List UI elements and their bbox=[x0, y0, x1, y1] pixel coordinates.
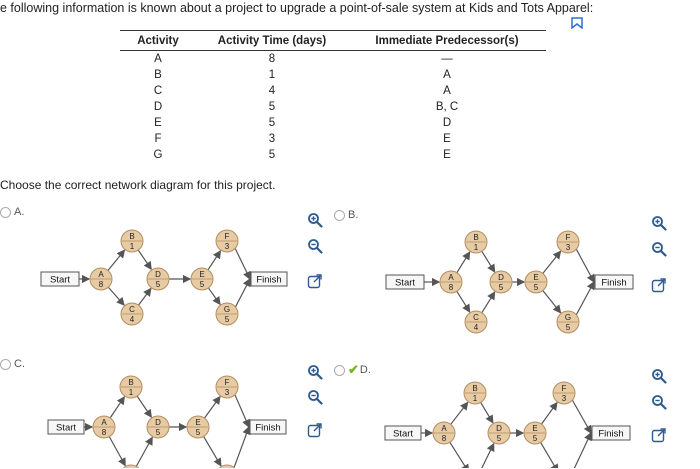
activity-node-f bbox=[553, 382, 575, 404]
activity-time: 1 bbox=[472, 394, 478, 403]
activity-name: B bbox=[128, 378, 134, 387]
dependency-arrow bbox=[208, 251, 220, 270]
activity-time: 3 bbox=[224, 388, 230, 397]
activity-name: A bbox=[441, 424, 447, 433]
dependency-arrow bbox=[108, 287, 124, 305]
dependency-arrow bbox=[136, 438, 152, 467]
cell-activity: B bbox=[154, 69, 162, 81]
activity-time: 3 bbox=[224, 242, 230, 251]
activity-time: 1 bbox=[129, 242, 135, 251]
activity-time: 5 bbox=[224, 315, 230, 324]
activity-node-b bbox=[464, 382, 486, 404]
dependency-arrow bbox=[235, 248, 250, 279]
activity-time: 5 bbox=[565, 323, 571, 332]
popout-icon[interactable] bbox=[650, 426, 668, 444]
dependency-arrow bbox=[572, 433, 591, 468]
activity-node-e bbox=[524, 422, 546, 444]
zoom-in-icon[interactable] bbox=[306, 363, 324, 381]
start-box-label: Start bbox=[55, 422, 77, 434]
start-box-label: Start bbox=[49, 274, 71, 286]
activity-time: 4 bbox=[473, 323, 479, 332]
dependency-arrow bbox=[543, 291, 561, 313]
popout-icon[interactable] bbox=[306, 272, 324, 290]
activity-time: 3 bbox=[565, 243, 571, 252]
option-d[interactable] bbox=[334, 362, 371, 378]
cell-predecessor: — bbox=[441, 53, 453, 65]
dependency-arrow bbox=[541, 442, 558, 468]
activity-name: D bbox=[498, 273, 504, 282]
finish-box bbox=[595, 275, 633, 289]
cell-activity: E bbox=[154, 117, 162, 129]
activity-time: 5 bbox=[155, 280, 161, 289]
activity-name: G bbox=[223, 305, 231, 314]
activity-time: 5 bbox=[199, 280, 205, 289]
activity-name: B bbox=[472, 384, 478, 393]
option-c[interactable] bbox=[0, 358, 25, 370]
table-row bbox=[120, 131, 546, 147]
dependency-arrow bbox=[482, 251, 495, 271]
table-row bbox=[120, 115, 546, 131]
finish-box-label: Finish bbox=[601, 277, 627, 289]
start-box bbox=[48, 420, 84, 434]
option-c-label: C. bbox=[14, 358, 25, 370]
start-box-label: Start bbox=[394, 277, 416, 289]
activity-name: C bbox=[129, 305, 135, 314]
activity-name: A bbox=[101, 418, 107, 427]
zoom-out-icon[interactable] bbox=[650, 240, 668, 258]
option-a-radio[interactable] bbox=[0, 207, 11, 218]
dependency-arrow bbox=[208, 288, 220, 304]
dependency-arrow bbox=[204, 397, 219, 418]
activity-time: 4 bbox=[129, 315, 135, 324]
activity-node-b bbox=[121, 230, 143, 252]
finish-box bbox=[250, 420, 286, 434]
start-box bbox=[386, 275, 424, 289]
activity-time: 5 bbox=[498, 283, 504, 292]
activity-node-e bbox=[525, 271, 547, 293]
dependency-arrow bbox=[482, 292, 495, 312]
activity-time: 8 bbox=[98, 280, 104, 289]
dependency-arrow bbox=[543, 251, 561, 273]
activity-name: A bbox=[98, 270, 104, 279]
cell-time: 5 bbox=[268, 149, 276, 161]
cell-activity: D bbox=[153, 101, 163, 113]
dependency-arrow bbox=[541, 403, 556, 424]
activity-name: G bbox=[564, 313, 572, 322]
activity-name: E bbox=[533, 273, 539, 282]
activity-node-c bbox=[120, 465, 142, 468]
activity-time: 1 bbox=[128, 388, 134, 397]
checkmark-icon: ✔ bbox=[348, 362, 359, 377]
cell-activity: C bbox=[153, 85, 163, 97]
dependency-arrow bbox=[204, 436, 221, 465]
start-box bbox=[385, 426, 421, 440]
activity-name: F bbox=[224, 232, 230, 241]
dependency-arrow bbox=[451, 402, 468, 424]
cell-predecessor: A bbox=[443, 69, 451, 81]
zoom-out-icon[interactable] bbox=[306, 388, 324, 406]
activity-node-g bbox=[557, 311, 579, 333]
dependency-arrow bbox=[576, 249, 594, 282]
cell-predecessor: A bbox=[443, 85, 451, 97]
activity-node-f bbox=[216, 376, 238, 398]
activity-node-c bbox=[465, 311, 487, 333]
activity-time: 5 bbox=[195, 428, 201, 437]
activity-name: B bbox=[473, 233, 479, 242]
network-diagram-d bbox=[383, 378, 645, 468]
activity-time: 8 bbox=[441, 434, 447, 443]
activity-node-b bbox=[120, 376, 142, 398]
activity-time: 8 bbox=[101, 428, 107, 437]
finish-box bbox=[592, 426, 630, 440]
cell-activity: G bbox=[153, 149, 163, 161]
activity-node-d bbox=[147, 416, 169, 438]
activity-node-a bbox=[440, 271, 462, 293]
option-a[interactable] bbox=[0, 206, 24, 218]
zoom-in-icon[interactable] bbox=[306, 211, 324, 229]
activity-node-b bbox=[465, 231, 487, 253]
activity-node-f bbox=[216, 230, 238, 252]
activity-name bbox=[128, 467, 134, 468]
dependency-arrow bbox=[139, 289, 151, 306]
activity-node-d bbox=[147, 268, 169, 290]
activity-name: F bbox=[224, 378, 230, 387]
dependency-arrow bbox=[109, 437, 125, 466]
activity-time: 8 bbox=[448, 283, 454, 292]
activity-name: B bbox=[129, 232, 135, 241]
finish-box bbox=[251, 272, 287, 286]
cell-activity: F bbox=[154, 133, 162, 145]
cell-predecessor: E bbox=[443, 149, 451, 161]
option-b-radio[interactable] bbox=[334, 210, 345, 221]
activity-node-e bbox=[187, 416, 209, 438]
dependency-arrow bbox=[138, 250, 151, 269]
activity-name: F bbox=[565, 233, 571, 242]
option-b-label: B. bbox=[348, 209, 359, 221]
network-diagram-a bbox=[40, 222, 310, 338]
activity-node-f bbox=[557, 231, 579, 253]
activity-node-g bbox=[216, 303, 238, 325]
activity-time: 5 bbox=[496, 434, 502, 443]
dependency-arrow bbox=[480, 444, 494, 468]
cell-predecessor: B, C bbox=[435, 101, 459, 113]
activity-name: E bbox=[532, 424, 538, 433]
dependency-arrow bbox=[137, 396, 151, 417]
cell-time: 5 bbox=[268, 101, 276, 113]
dependency-arrow bbox=[457, 291, 470, 311]
activity-time: 5 bbox=[533, 283, 539, 292]
finish-box-label: Finish bbox=[598, 428, 624, 440]
activity-name bbox=[224, 467, 230, 468]
activity-node-d bbox=[490, 271, 512, 293]
activity-node-c bbox=[121, 303, 143, 325]
option-a-label: A. bbox=[14, 206, 25, 218]
zoom-in-icon[interactable] bbox=[650, 214, 668, 232]
activity-name: A bbox=[448, 273, 454, 282]
activity-name: F bbox=[561, 384, 567, 393]
dependency-arrow bbox=[576, 282, 594, 315]
table-row bbox=[120, 83, 546, 99]
network-diagram-b bbox=[385, 228, 645, 340]
option-b[interactable] bbox=[334, 209, 358, 221]
activity-name: D bbox=[155, 270, 161, 279]
activity-time: 1 bbox=[473, 243, 479, 252]
table-row bbox=[120, 99, 546, 115]
zoom-out-icon[interactable] bbox=[306, 237, 324, 255]
activity-name: E bbox=[195, 418, 201, 427]
zoom-out-icon[interactable] bbox=[650, 393, 668, 411]
dependency-arrow bbox=[110, 397, 124, 418]
activity-name: E bbox=[199, 270, 205, 279]
dependency-arrow bbox=[481, 402, 493, 422]
dependency-arrow bbox=[572, 400, 591, 433]
question-text: Choose the correct network diagram for this project. bbox=[0, 178, 276, 192]
start-box-label: Start bbox=[392, 428, 414, 440]
cell-time: 4 bbox=[268, 85, 276, 97]
activity-node-a bbox=[90, 268, 112, 290]
option-d-radio[interactable] bbox=[334, 365, 345, 376]
activity-node-a bbox=[433, 422, 455, 444]
dependency-arrow bbox=[450, 442, 469, 468]
table-header-row bbox=[120, 31, 546, 51]
cell-predecessor: E bbox=[443, 133, 451, 145]
activity-name: C bbox=[473, 313, 479, 322]
cell-time: 3 bbox=[268, 133, 276, 145]
activity-node-e bbox=[191, 268, 213, 290]
table-row bbox=[120, 51, 546, 68]
network-diagram-c bbox=[46, 372, 310, 468]
cell-time: 1 bbox=[268, 69, 276, 81]
popout-icon[interactable] bbox=[650, 276, 668, 294]
activity-node-a bbox=[93, 416, 115, 438]
cell-time: 8 bbox=[268, 53, 276, 65]
option-d-label: D. bbox=[359, 364, 371, 376]
problem-intro: e following information is known about a project to upgrade a point-of-sale system at Kids and Tots Apparel: bbox=[0, 1, 594, 15]
activity-name: D bbox=[155, 418, 161, 427]
dependency-arrow bbox=[235, 395, 249, 427]
activity-node-d bbox=[488, 422, 510, 444]
table-row bbox=[120, 67, 546, 83]
cell-activity: A bbox=[154, 53, 162, 65]
header-activity: Activity bbox=[120, 31, 196, 51]
activity-name: D bbox=[496, 424, 502, 433]
cell-predecessor: D bbox=[442, 117, 452, 129]
finish-box-label: Finish bbox=[255, 422, 281, 434]
header-activity-time: Activity Time (days) bbox=[196, 31, 348, 51]
activity-time: 5 bbox=[155, 428, 161, 437]
dependency-arrow bbox=[108, 250, 124, 270]
activity-table bbox=[120, 30, 546, 163]
start-box bbox=[41, 272, 79, 286]
cell-time: 5 bbox=[268, 117, 276, 129]
dependency-arrow bbox=[457, 252, 470, 272]
option-c-radio[interactable] bbox=[0, 359, 11, 370]
bookmark-icon[interactable] bbox=[570, 17, 584, 29]
header-predecessors: Immediate Predecessor(s) bbox=[348, 31, 546, 51]
dependency-arrow bbox=[235, 279, 250, 307]
finish-box-label: Finish bbox=[256, 274, 282, 286]
popout-icon[interactable] bbox=[306, 421, 324, 439]
activity-time: 5 bbox=[532, 434, 538, 443]
table-row bbox=[120, 147, 546, 163]
activity-time: 3 bbox=[561, 394, 567, 403]
zoom-in-icon[interactable] bbox=[650, 367, 668, 385]
dependency-arrow bbox=[234, 427, 249, 468]
